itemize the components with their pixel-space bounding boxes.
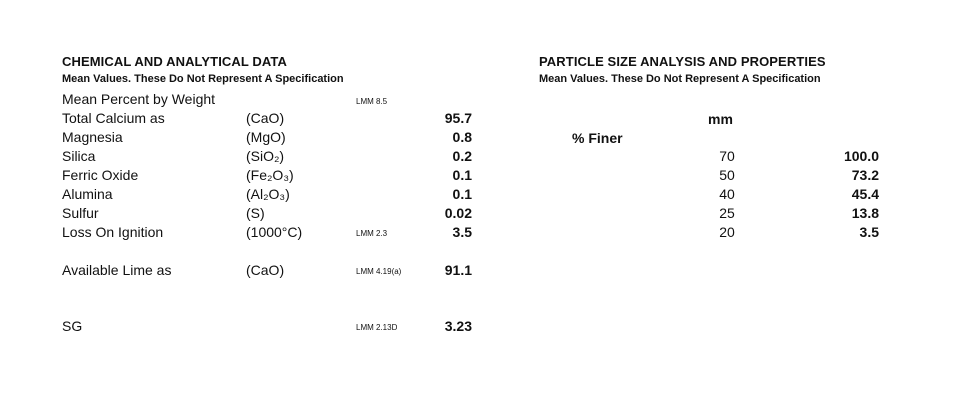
particle-size-subtitle: Mean Values. These Do Not Represent A Specification <box>539 73 821 85</box>
sg-label: SG <box>62 318 83 334</box>
chem-row-label: Magnesia <box>62 129 123 145</box>
chem-row-formula: (CaO) <box>246 110 285 126</box>
chem-row-label: Alumina <box>62 186 113 202</box>
chem-row-formula: (Fe₂O₃) <box>246 167 294 183</box>
chem-row-value: 0.1 <box>452 167 472 183</box>
particle-mm: 50 <box>719 167 735 183</box>
particle-mm: 20 <box>719 224 735 240</box>
chem-row-value: 0.02 <box>444 205 472 221</box>
available-lime-value: 91.1 <box>444 262 472 278</box>
chem-row-formula: (MgO) <box>246 129 286 145</box>
chem-row-label: Loss On Ignition <box>62 224 164 240</box>
chem-row-value: 0.2 <box>452 148 472 164</box>
chem-row-label: Silica <box>62 148 96 164</box>
available-lime-formula: (CaO) <box>246 262 285 278</box>
chemical-data-title: CHEMICAL AND ANALYTICAL DATA <box>62 54 287 69</box>
chem-row-value: 0.1 <box>452 186 472 202</box>
particle-value: 3.5 <box>859 224 879 240</box>
particle-value: 100.0 <box>843 148 879 164</box>
chem-row-formula: (S) <box>246 205 265 221</box>
chem-row-formula: (1000°C) <box>246 224 303 240</box>
particle-size-title: PARTICLE SIZE ANALYSIS AND PROPERTIES <box>539 54 826 69</box>
particle-value: 73.2 <box>851 167 879 183</box>
available-lime-label: Available Lime as <box>62 262 172 278</box>
chem-row-formula: (Al₂O₃) <box>246 186 290 202</box>
chem-row-label: Ferric Oxide <box>62 167 139 183</box>
particle-mm: 40 <box>719 186 735 202</box>
chemical-data-subtitle: Mean Values. These Do Not Represent A Specification <box>62 73 344 85</box>
particle-mm: 70 <box>719 148 735 164</box>
chem-row-value: 95.7 <box>444 110 472 126</box>
chem-row-method: LMM 2.3 <box>356 229 388 238</box>
chem-row-label: Sulfur <box>62 205 99 221</box>
chem-row-value: 3.5 <box>452 224 472 240</box>
sg-value: 3.23 <box>444 318 472 334</box>
available-lime-method: LMM 4.19(a) <box>356 267 402 276</box>
particle-mm: 25 <box>719 205 735 221</box>
mm-header: mm <box>708 111 733 127</box>
chem-row-formula: (SiO₂) <box>246 148 285 164</box>
particle-value: 13.8 <box>851 205 879 221</box>
chem-row-label: Total Calcium as <box>62 110 165 126</box>
mean-percent-label: Mean Percent by Weight <box>62 91 216 107</box>
chem-row-value: 0.8 <box>452 129 472 145</box>
particle-value: 45.4 <box>851 186 879 202</box>
mean-percent-method: LMM 8.5 <box>356 97 388 106</box>
sg-method: LMM 2.13D <box>356 323 398 332</box>
percent-finer-label: % Finer <box>572 130 623 146</box>
